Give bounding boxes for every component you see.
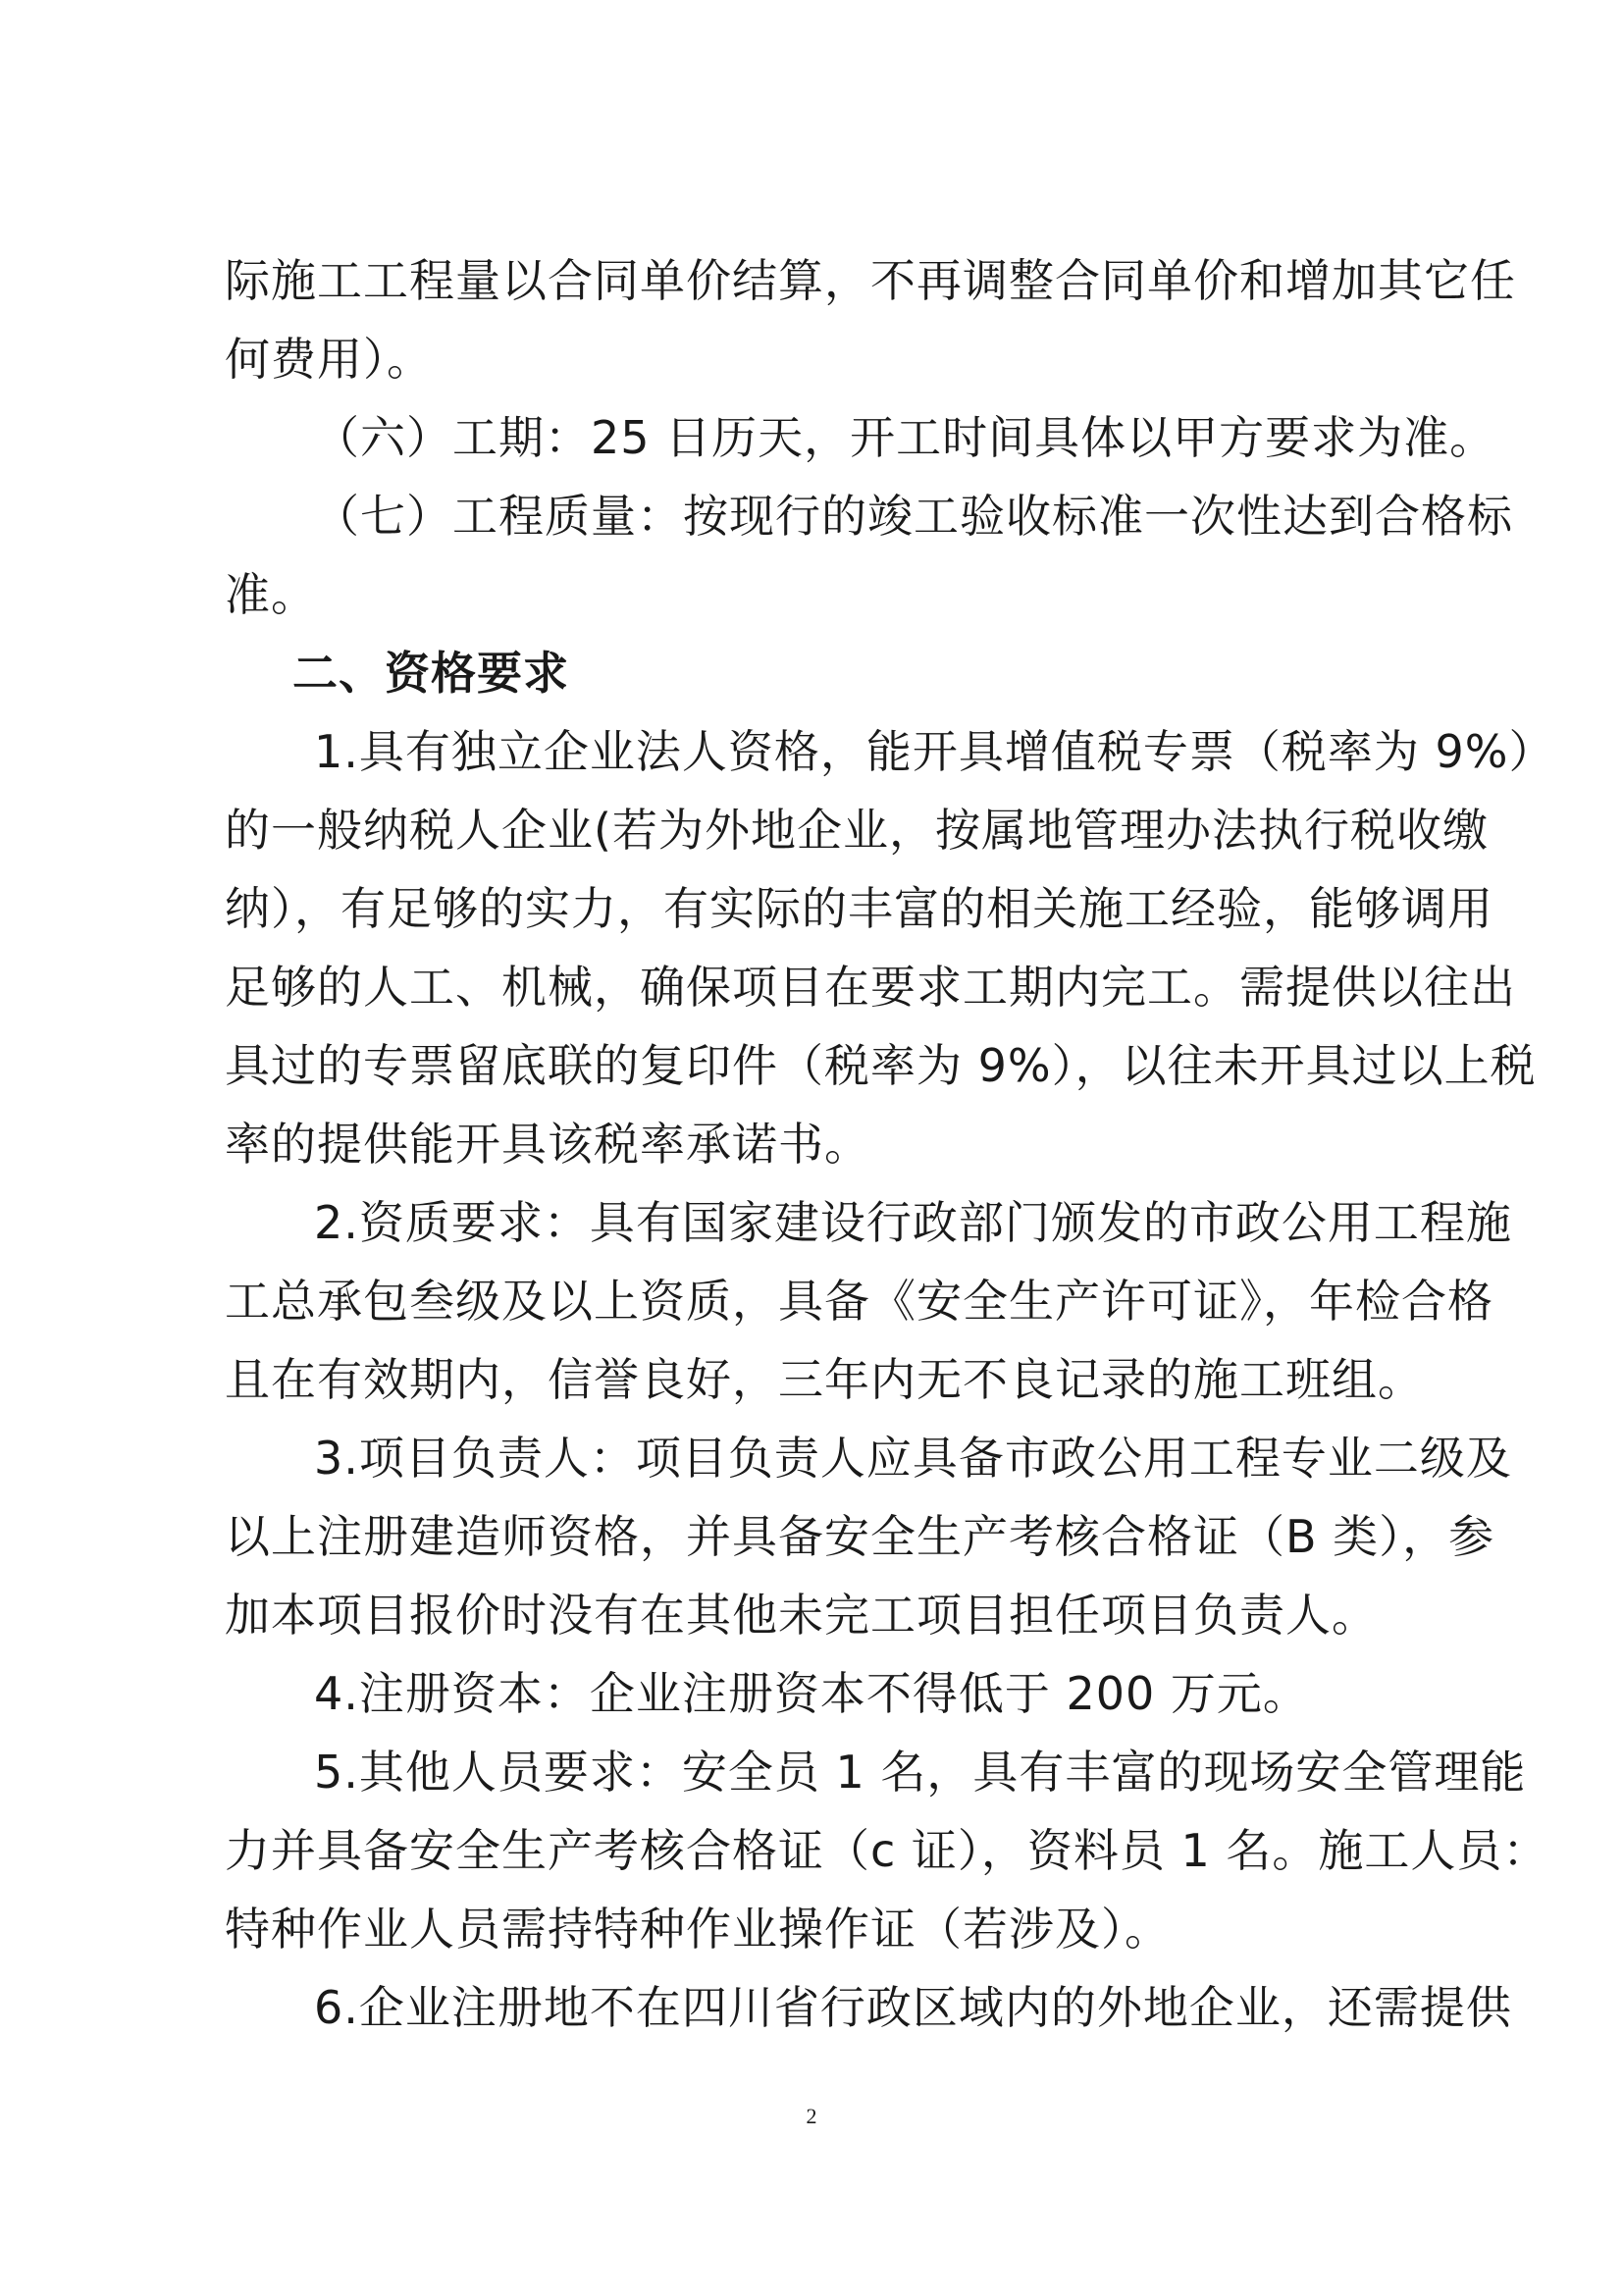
body-line: 3.项目负责人：项目负责人应具备市政公用工程专业二级及 <box>314 1432 1512 1485</box>
body-line: 4.注册资本：企业注册资本不得低于 200 万元。 <box>314 1667 1309 1720</box>
body-line: 6.企业注册地不在四川省行政区域内的外地企业，还需提供 <box>314 1981 1512 2034</box>
body-line: 率的提供能开具该税率承诺书。 <box>225 1118 870 1171</box>
body-line: 工总承包叁级及以上资质，具备《安全生产许可证》，年检合格 <box>225 1275 1493 1328</box>
body-line: 际施工工程量以合同单价结算，不再调整合同单价和增加其它任 <box>225 254 1516 307</box>
body-line: 具过的专票留底联的复印件（税率为 9%），以往未开具过以上税 <box>225 1039 1537 1092</box>
section-heading: 二、资格要求 <box>292 647 569 700</box>
body-line: 纳），有足够的实力，有实际的丰富的相关施工经验，能够调用 <box>225 882 1493 935</box>
body-line: 足够的人工、机械，确保项目在要求工期内完工。需提供以往出 <box>225 961 1516 1014</box>
body-line: 5.其他人员要求：安全员 1 名，具有丰富的现场安全管理能 <box>314 1746 1527 1799</box>
body-line: 力并具备安全生产考核合格证（c 证），资料员 1 名。施工人员： <box>225 1824 1549 1877</box>
body-line: 的一般纳税人企业(若为外地企业，按属地管理办法执行税收缴 <box>225 804 1489 857</box>
page-number: 2 <box>806 2104 817 2128</box>
body-line: 何费用）。 <box>225 333 433 386</box>
body-line: 特种作业人员需持特种作业操作证（若涉及）。 <box>225 1903 1171 1956</box>
body-line: 准。 <box>225 568 317 621</box>
body-line: （六）工期：25 日历天，开工时间具体以甲方要求为准。 <box>314 411 1496 464</box>
body-line: 以上注册建造师资格，并具备安全生产考核合格证（B 类），参 <box>225 1510 1495 1563</box>
body-line: （七）工程质量：按现行的竣工验收标准一次性达到合格标 <box>314 490 1513 543</box>
body-line: 1.具有独立企业法人资格，能开具增值税专票（税率为 9%） <box>314 725 1555 778</box>
body-line: 加本项目报价时没有在其他未完工项目担任项目负责人。 <box>225 1589 1378 1642</box>
body-line: 且在有效期内，信誉良好，三年内无不良记录的施工班组。 <box>225 1353 1424 1406</box>
body-line: 2.资质要求：具有国家建设行政部门颁发的市政公用工程施 <box>314 1196 1512 1249</box>
